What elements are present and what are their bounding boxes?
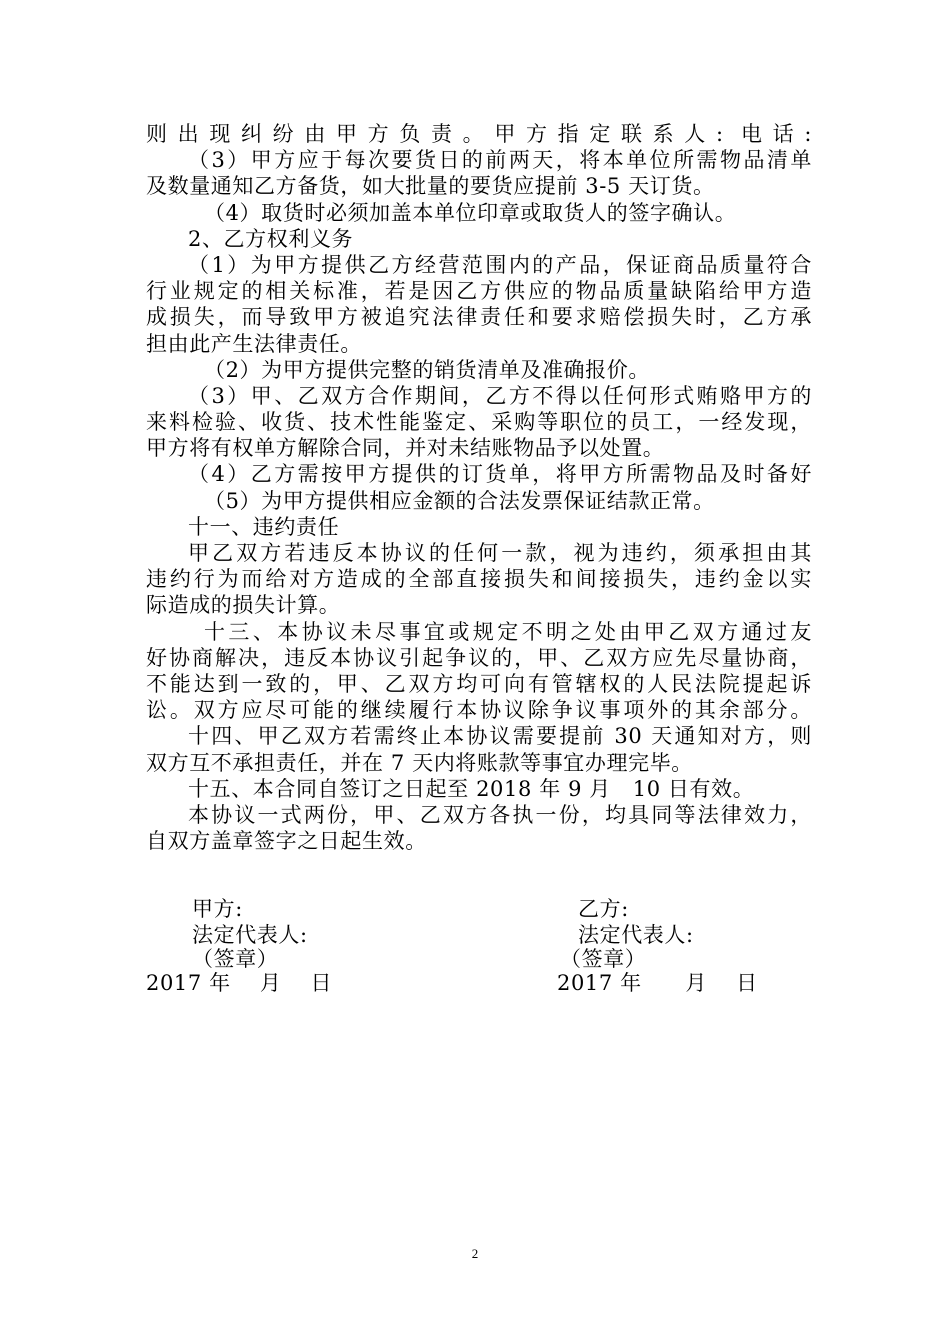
party-a-seal: （签章）	[192, 947, 279, 971]
contract-line: 成损失，而导致甲方被追究法律责任和要求赔偿损失时，乙方承	[146, 305, 812, 330]
contract-line: （5）为甲方提供相应金额的合法发票保证结款正常。	[204, 488, 715, 513]
party-b-date: 2017 年 月 日	[557, 971, 758, 995]
contract-line: （1）为甲方提供乙方经营范围内的产品，保证商品质量符合	[188, 252, 812, 277]
contract-line: 2、乙方权利义务	[188, 226, 354, 251]
contract-line: 本协议一式两份，甲、乙双方各执一份，均具同等法律效力，	[188, 802, 812, 827]
party-b-representative: 法定代表人:	[578, 923, 694, 947]
contract-line: （3）甲、乙双方合作期间，乙方不得以任何形式贿赂甲方的	[188, 383, 812, 408]
party-a-date: 2017 年 月 日	[146, 971, 333, 995]
contract-line: 十四、甲乙双方若需终止本协议需要提前 30 天通知对方，则	[188, 724, 812, 749]
party-b-seal: （签章）	[560, 947, 647, 971]
contract-line: 际造成的损失计算。	[146, 593, 341, 618]
contract-line: 甲乙双方若违反本协议的任何一款，视为违约，须承担由其	[188, 541, 812, 565]
contract-line: 行业规定的相关标准，若是因乙方供应的物品质量缺陷给甲方造	[146, 279, 812, 304]
contract-line: 双方互不承担责任，并在 7 天内将账款等事宜办理完毕。	[146, 750, 693, 775]
page-number: 2	[471, 1246, 479, 1261]
contract-line: 及数量通知乙方备货，如大批量的要货应提前 3-5 天订货。	[146, 174, 715, 199]
contract-line: 好协商解决，违反本协议引起争议的，甲、乙双方应先尽量协商，	[146, 645, 812, 670]
contract-line: 担由此产生法律责任。	[146, 331, 362, 356]
party-a-representative: 法定代表人:	[192, 923, 308, 947]
party-b-label: 乙方:	[578, 897, 629, 921]
contract-body	[146, 121, 812, 854]
contract-line: 十五、本合同自签订之日起至 2018 年 9 月 10 日有效。	[188, 776, 755, 801]
contract-line: （4）取货时必须加盖本单位印章或取货人的签字确认。	[204, 200, 737, 225]
contract-line: 讼。双方应尽可能的继续履行本协议除争议事项外的其余部分。	[146, 698, 812, 723]
contract-line: 十一、违约责任	[188, 514, 340, 539]
contract-line: （3）甲方应于每次要货日的前两天，将本单位所需物品清单	[188, 148, 812, 173]
contract-line: （4）乙方需按甲方提供的订货单，将甲方所需物品及时备好	[188, 462, 812, 487]
contract-line: （2）为甲方提供完整的销货清单及准确报价。	[204, 357, 650, 382]
contract-line: 自双方盖章签字之日起生效。	[146, 829, 427, 854]
contract-line: 不能达到一致的，甲、乙双方均可向有管辖权的人民法院提起诉	[146, 671, 812, 696]
contract-line: 则出现纠纷由甲方负责。甲方指定联系人: 电话:	[146, 122, 812, 146]
contract-line: 甲方将有权单方解除合同，并对未结账物品予以处置。	[146, 436, 665, 461]
contract-line: 违约行为而给对方造成的全部直接损失和间接损失，违约金以实	[146, 567, 812, 592]
party-a-label: 甲方:	[192, 897, 243, 921]
contract-line: 来料检验、收货、技术性能鉴定、采购等职位的员工，一经发现，	[146, 410, 812, 435]
contract-line: 十三、本协议未尽事宜或规定不明之处由甲乙双方通过友	[204, 619, 812, 644]
